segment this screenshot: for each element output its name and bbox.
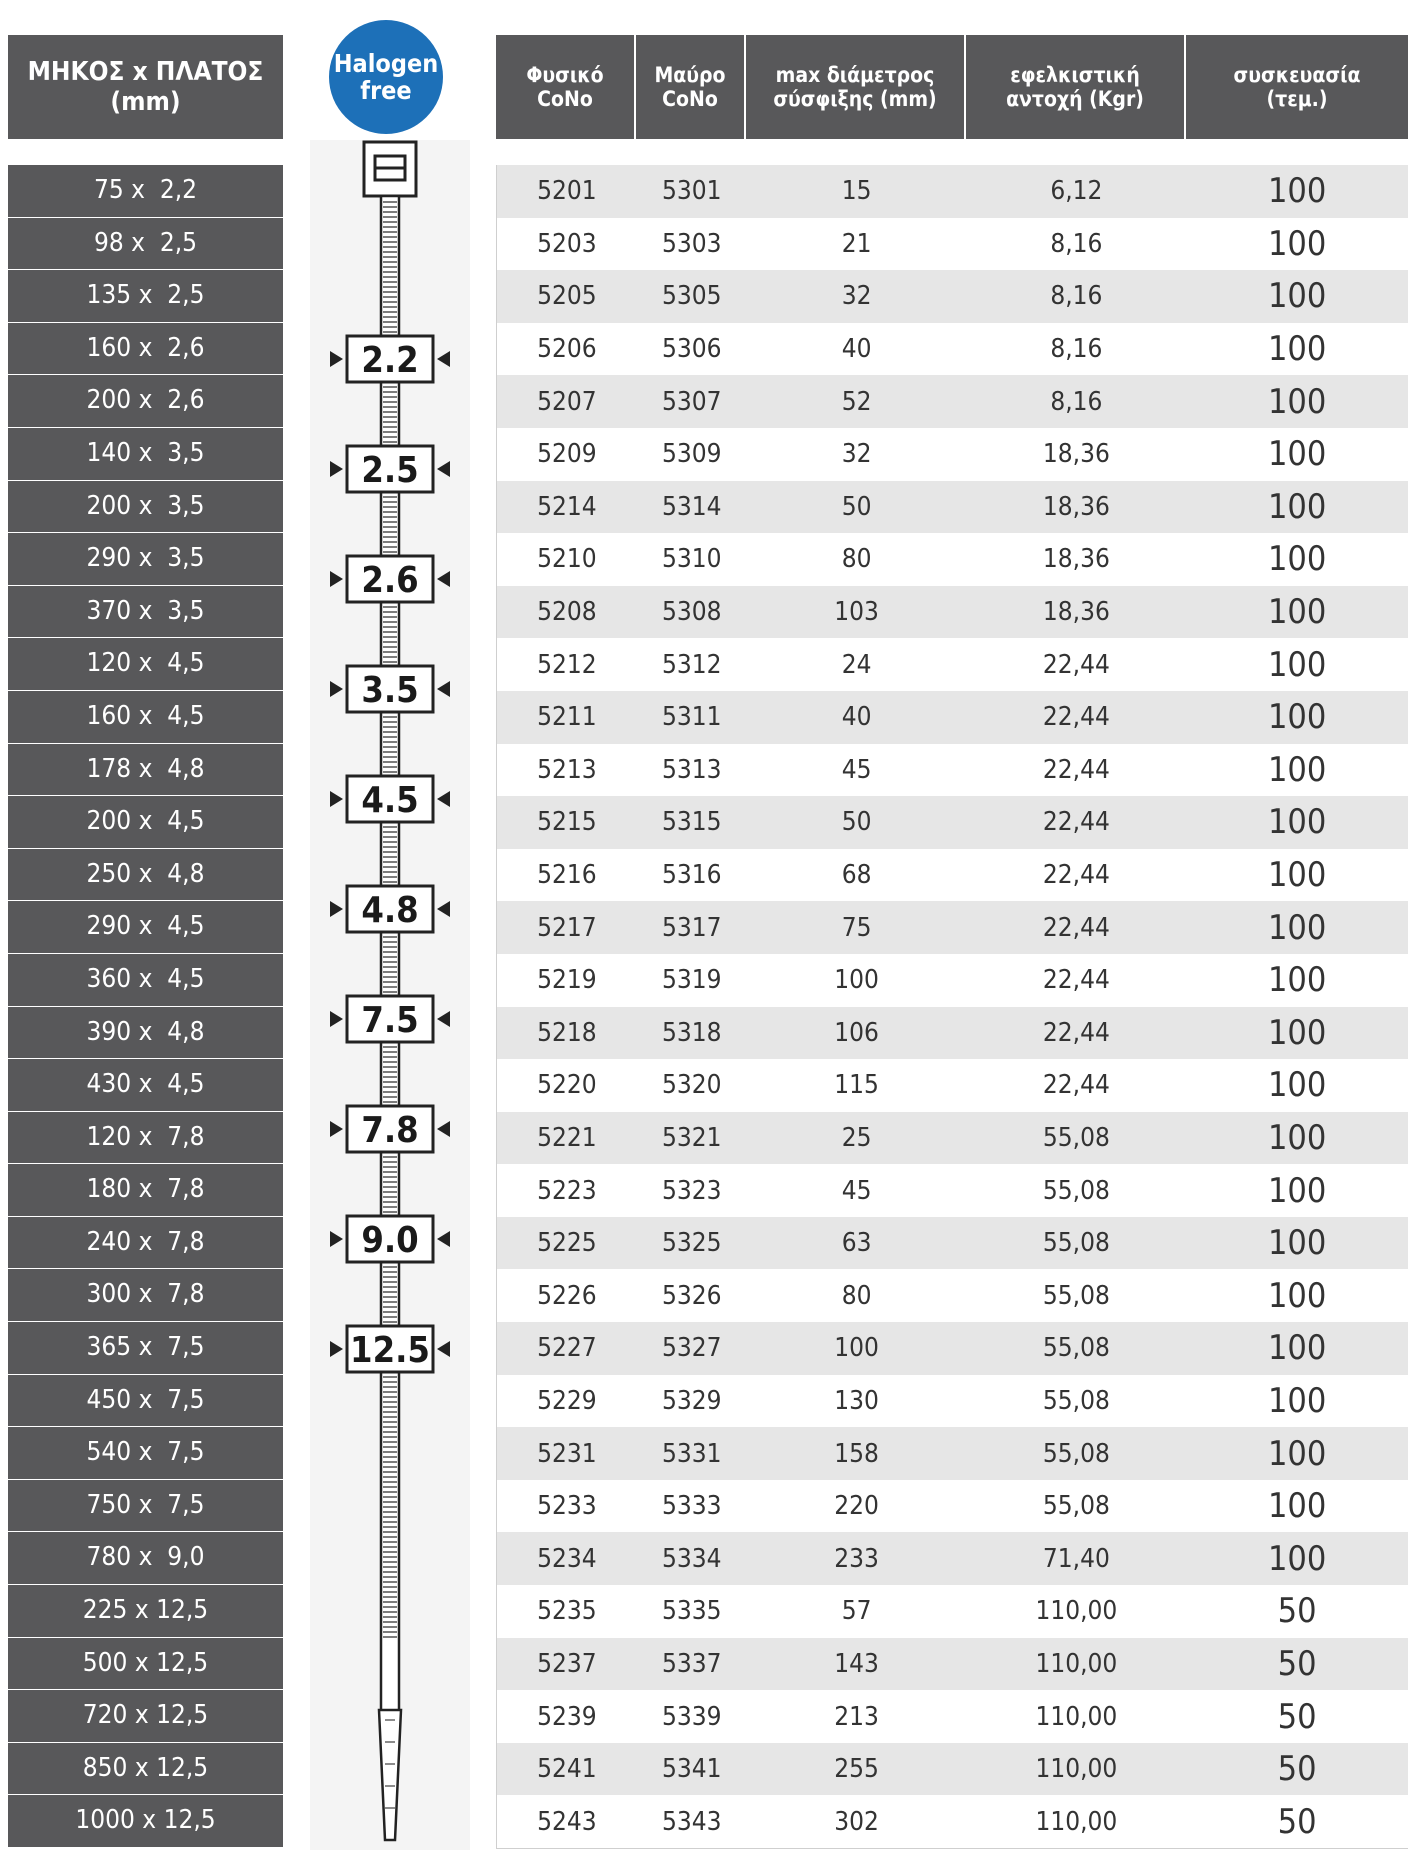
table-row <box>497 218 1408 271</box>
size-row: 240 x 7,8 <box>8 1217 283 1270</box>
natural-cono-cell: 5239 <box>537 1701 597 1732</box>
diameter-cell: 100 <box>834 1333 879 1364</box>
header-max-diameter <box>746 35 966 139</box>
diameter-cell: 100 <box>834 965 879 996</box>
arrow-right-icon <box>330 1121 343 1137</box>
packaging-cell: 100 <box>1267 592 1327 633</box>
tensile-cell: 55,08 <box>1042 1280 1110 1311</box>
table-row <box>497 270 1408 323</box>
table-row <box>497 533 1408 586</box>
size-row: 250 x 4,8 <box>8 849 283 902</box>
black-cono-cell: 5307 <box>662 386 722 417</box>
header-text: Φυσικό <box>526 63 604 87</box>
packaging-cell: 100 <box>1267 1538 1327 1579</box>
diameter-cell: 32 <box>841 281 872 312</box>
header-text: max διάμετρος <box>775 63 935 87</box>
header-black-cono <box>636 35 746 139</box>
black-cono-cell: 5318 <box>662 1017 722 1048</box>
diameter-cell: 80 <box>841 544 872 575</box>
table-row <box>497 796 1408 849</box>
packaging-cell: 100 <box>1267 1012 1327 1053</box>
width-label: 2.2 <box>361 340 419 381</box>
size-row: 365 x 7,5 <box>8 1322 283 1375</box>
table-row <box>497 1585 1408 1638</box>
arrow-left-icon <box>437 791 450 807</box>
size-row: 160 x 2,6 <box>8 323 283 376</box>
tensile-cell: 55,08 <box>1042 1122 1110 1153</box>
diameter-cell: 21 <box>841 228 872 259</box>
width-label: 3.5 <box>361 670 419 711</box>
natural-cono-cell: 5235 <box>537 1596 597 1627</box>
tensile-cell: 8,16 <box>1050 334 1103 365</box>
arrow-left-icon <box>437 1121 450 1137</box>
header-text: εφελκιστική <box>1010 63 1140 87</box>
tensile-cell: 55,08 <box>1042 1438 1110 1469</box>
size-column-header <box>8 35 283 139</box>
natural-cono-cell: 5209 <box>537 439 597 470</box>
arrow-left-icon <box>437 681 450 697</box>
table-row <box>497 428 1408 481</box>
packaging-cell: 50 <box>1277 1643 1317 1684</box>
size-row: 370 x 3,5 <box>8 586 283 639</box>
diameter-cell: 32 <box>841 439 872 470</box>
packaging-cell: 100 <box>1267 329 1327 370</box>
table-row <box>497 1007 1408 1060</box>
tensile-cell: 110,00 <box>1035 1648 1118 1679</box>
packaging-cell: 100 <box>1267 171 1327 212</box>
black-cono-cell: 5333 <box>662 1491 722 1522</box>
width-label: 2.6 <box>361 560 419 601</box>
header-text: Μαύρο <box>654 63 726 87</box>
size-row: 120 x 4,5 <box>8 638 283 691</box>
tie-tail <box>379 1710 401 1840</box>
arrow-left-icon <box>437 571 450 587</box>
black-cono-cell: 5331 <box>662 1438 722 1469</box>
size-row: 750 x 7,5 <box>8 1480 283 1533</box>
natural-cono-cell: 5203 <box>537 228 597 259</box>
natural-cono-cell: 5214 <box>537 491 597 522</box>
header-text: (τεμ.) <box>1266 87 1328 111</box>
size-row: 98 x 2,5 <box>8 218 283 271</box>
table-row <box>497 1427 1408 1480</box>
width-label: 4.8 <box>361 890 419 931</box>
black-cono-cell: 5303 <box>662 228 722 259</box>
packaging-cell: 100 <box>1267 960 1327 1001</box>
black-cono-cell: 5343 <box>662 1806 722 1837</box>
diameter-cell: 103 <box>834 597 879 628</box>
size-row: 290 x 3,5 <box>8 533 283 586</box>
diameter-cell: 115 <box>834 1070 879 1101</box>
tensile-cell: 22,44 <box>1042 754 1110 785</box>
table-row <box>497 481 1408 534</box>
size-row: 540 x 7,5 <box>8 1427 283 1480</box>
product-table <box>496 165 1408 1849</box>
packaging-cell: 100 <box>1267 1065 1327 1106</box>
tensile-cell: 22,44 <box>1042 649 1110 680</box>
table-row <box>497 323 1408 376</box>
badge-line2: free <box>360 76 412 105</box>
table-row <box>497 954 1408 1007</box>
black-cono-cell: 5321 <box>662 1122 722 1153</box>
tensile-cell: 18,36 <box>1042 439 1110 470</box>
size-row: 225 x 12,5 <box>8 1585 283 1638</box>
tensile-cell: 110,00 <box>1035 1806 1118 1837</box>
size-row: 178 x 4,8 <box>8 744 283 797</box>
packaging-cell: 100 <box>1267 697 1327 738</box>
black-cono-cell: 5309 <box>662 439 722 470</box>
packaging-cell: 100 <box>1267 539 1327 580</box>
size-row: 450 x 7,5 <box>8 1375 283 1428</box>
table-row <box>497 1217 1408 1270</box>
table-row <box>497 1322 1408 1375</box>
packaging-cell: 100 <box>1267 1433 1327 1474</box>
size-row: 200 x 3,5 <box>8 481 283 534</box>
header-natural-cono <box>496 35 636 139</box>
arrow-right-icon <box>330 571 343 587</box>
tensile-cell: 71,40 <box>1042 1543 1110 1574</box>
size-row: 135 x 2,5 <box>8 270 283 323</box>
natural-cono-cell: 5227 <box>537 1333 597 1364</box>
packaging-cell: 100 <box>1267 486 1327 527</box>
packaging-cell: 100 <box>1267 434 1327 475</box>
halogen-free-badge <box>329 20 443 134</box>
size-row: 500 x 12,5 <box>8 1638 283 1691</box>
black-cono-cell: 5325 <box>662 1228 722 1259</box>
tensile-cell: 22,44 <box>1042 965 1110 996</box>
width-label: 12.5 <box>350 1330 430 1371</box>
arrow-right-icon <box>330 1341 343 1357</box>
diameter-cell: 130 <box>834 1385 879 1416</box>
black-cono-cell: 5314 <box>662 491 722 522</box>
width-label: 7.5 <box>361 1000 419 1041</box>
tensile-cell: 8,16 <box>1050 228 1103 259</box>
black-cono-cell: 5326 <box>662 1280 722 1311</box>
size-header-line1: ΜΗΚΟΣ x ΠΛΑΤΟΣ <box>27 57 264 87</box>
width-label: 7.8 <box>361 1110 419 1151</box>
diameter-cell: 45 <box>841 754 872 785</box>
packaging-cell: 100 <box>1267 907 1327 948</box>
tensile-cell: 8,16 <box>1050 281 1103 312</box>
natural-cono-cell: 5206 <box>537 334 597 365</box>
diameter-cell: 220 <box>834 1491 879 1522</box>
size-row: 390 x 4,8 <box>8 1007 283 1060</box>
tie-strap <box>381 196 399 1716</box>
black-cono-cell: 5339 <box>662 1701 722 1732</box>
natural-cono-cell: 5221 <box>537 1122 597 1153</box>
natural-cono-cell: 5201 <box>537 176 597 207</box>
tensile-cell: 6,12 <box>1050 176 1103 207</box>
table-row <box>497 586 1408 639</box>
header-packaging <box>1186 35 1408 139</box>
table-row <box>497 744 1408 797</box>
diameter-cell: 255 <box>834 1754 879 1785</box>
size-row: 140 x 3,5 <box>8 428 283 481</box>
natural-cono-cell: 5208 <box>537 597 597 628</box>
natural-cono-cell: 5211 <box>537 702 597 733</box>
packaging-cell: 100 <box>1267 855 1327 896</box>
table-row <box>497 691 1408 744</box>
table-row <box>497 1059 1408 1112</box>
size-row: 290 x 4,5 <box>8 901 283 954</box>
width-label: 9.0 <box>361 1220 419 1261</box>
black-cono-cell: 5311 <box>662 702 722 733</box>
packaging-cell: 100 <box>1267 276 1327 317</box>
badge-line1: Halogen <box>333 49 439 78</box>
size-header-line2: (mm) <box>110 87 181 117</box>
black-cono-cell: 5308 <box>662 597 722 628</box>
diameter-cell: 143 <box>834 1648 879 1679</box>
table-header <box>496 35 1408 139</box>
packaging-cell: 50 <box>1277 1801 1317 1842</box>
size-row: 850 x 12,5 <box>8 1743 283 1796</box>
size-list <box>8 165 283 1848</box>
arrow-left-icon <box>437 1231 450 1247</box>
table-row <box>497 1164 1408 1217</box>
size-row: 780 x 9,0 <box>8 1532 283 1585</box>
arrow-left-icon <box>437 1011 450 1027</box>
size-row: 200 x 2,6 <box>8 375 283 428</box>
tensile-cell: 110,00 <box>1035 1701 1118 1732</box>
tensile-cell: 22,44 <box>1042 912 1110 943</box>
diameter-cell: 45 <box>841 1175 872 1206</box>
natural-cono-cell: 5218 <box>537 1017 597 1048</box>
arrow-right-icon <box>330 901 343 917</box>
black-cono-cell: 5320 <box>662 1070 722 1101</box>
tensile-cell: 22,44 <box>1042 1017 1110 1048</box>
arrow-left-icon <box>437 461 450 477</box>
natural-cono-cell: 5220 <box>537 1070 597 1101</box>
packaging-cell: 100 <box>1267 1328 1327 1369</box>
tensile-cell: 55,08 <box>1042 1175 1110 1206</box>
tensile-cell: 55,08 <box>1042 1385 1110 1416</box>
table-row <box>497 901 1408 954</box>
arrow-left-icon <box>437 351 450 367</box>
tensile-cell: 22,44 <box>1042 702 1110 733</box>
diameter-cell: 302 <box>834 1806 879 1837</box>
table-row <box>497 1638 1408 1691</box>
natural-cono-cell: 5231 <box>537 1438 597 1469</box>
size-row: 200 x 4,5 <box>8 796 283 849</box>
header-text: CoNo <box>537 87 593 111</box>
natural-cono-cell: 5207 <box>537 386 597 417</box>
size-row: 360 x 4,5 <box>8 954 283 1007</box>
packaging-cell: 100 <box>1267 1170 1327 1211</box>
diameter-cell: 63 <box>841 1228 872 1259</box>
arrow-right-icon <box>330 1231 343 1247</box>
size-row: 75 x 2,2 <box>8 165 283 218</box>
arrow-right-icon <box>330 681 343 697</box>
diameter-cell: 233 <box>834 1543 879 1574</box>
tensile-cell: 18,36 <box>1042 491 1110 522</box>
diameter-cell: 106 <box>834 1017 879 1048</box>
natural-cono-cell: 5233 <box>537 1491 597 1522</box>
diameter-cell: 50 <box>841 807 872 838</box>
tensile-cell: 8,16 <box>1050 386 1103 417</box>
table-row <box>497 1112 1408 1165</box>
table-row <box>497 1269 1408 1322</box>
black-cono-cell: 5323 <box>662 1175 722 1206</box>
size-row: 1000 x 12,5 <box>8 1795 283 1848</box>
cable-tie-illustration <box>310 140 470 1850</box>
black-cono-cell: 5301 <box>662 176 722 207</box>
natural-cono-cell: 5205 <box>537 281 597 312</box>
header-text: σύσφιξης (mm) <box>773 87 937 111</box>
arrow-left-icon <box>437 1341 450 1357</box>
natural-cono-cell: 5210 <box>537 544 597 575</box>
packaging-cell: 100 <box>1267 1380 1327 1421</box>
arrow-right-icon <box>330 791 343 807</box>
black-cono-cell: 5334 <box>662 1543 722 1574</box>
table-row <box>497 638 1408 691</box>
natural-cono-cell: 5241 <box>537 1754 597 1785</box>
table-row <box>497 1690 1408 1743</box>
black-cono-cell: 5341 <box>662 1754 722 1785</box>
black-cono-cell: 5316 <box>662 860 722 891</box>
diameter-cell: 213 <box>834 1701 879 1732</box>
packaging-cell: 100 <box>1267 1223 1327 1264</box>
black-cono-cell: 5313 <box>662 754 722 785</box>
width-label: 2.5 <box>361 450 419 491</box>
natural-cono-cell: 5226 <box>537 1280 597 1311</box>
size-row: 160 x 4,5 <box>8 691 283 744</box>
tensile-cell: 18,36 <box>1042 544 1110 575</box>
black-cono-cell: 5317 <box>662 912 722 943</box>
packaging-cell: 50 <box>1277 1591 1317 1632</box>
diameter-cell: 15 <box>841 176 872 207</box>
table-row <box>497 1532 1408 1585</box>
diameter-cell: 50 <box>841 491 872 522</box>
tensile-cell: 110,00 <box>1035 1754 1118 1785</box>
black-cono-cell: 5337 <box>662 1648 722 1679</box>
packaging-cell: 100 <box>1267 223 1327 264</box>
size-row: 180 x 7,8 <box>8 1164 283 1217</box>
natural-cono-cell: 5219 <box>537 965 597 996</box>
diameter-cell: 158 <box>834 1438 879 1469</box>
packaging-cell: 100 <box>1267 749 1327 790</box>
packaging-cell: 100 <box>1267 1117 1327 1158</box>
table-row <box>497 1743 1408 1796</box>
size-row: 430 x 4,5 <box>8 1059 283 1112</box>
packaging-cell: 50 <box>1277 1749 1317 1790</box>
natural-cono-cell: 5212 <box>537 649 597 680</box>
tensile-cell: 22,44 <box>1042 807 1110 838</box>
black-cono-cell: 5329 <box>662 1385 722 1416</box>
packaging-cell: 100 <box>1267 1275 1327 1316</box>
tensile-cell: 22,44 <box>1042 860 1110 891</box>
tensile-cell: 110,00 <box>1035 1596 1118 1627</box>
table-row <box>497 849 1408 902</box>
diameter-cell: 25 <box>841 1122 872 1153</box>
size-row: 720 x 12,5 <box>8 1690 283 1743</box>
natural-cono-cell: 5229 <box>537 1385 597 1416</box>
black-cono-cell: 5310 <box>662 544 722 575</box>
table-row <box>497 1795 1408 1848</box>
natural-cono-cell: 5225 <box>537 1228 597 1259</box>
table-row <box>497 1375 1408 1428</box>
natural-cono-cell: 5243 <box>537 1806 597 1837</box>
arrow-right-icon <box>330 1011 343 1027</box>
size-row: 300 x 7,8 <box>8 1269 283 1322</box>
packaging-cell: 100 <box>1267 802 1327 843</box>
diameter-cell: 40 <box>841 702 872 733</box>
cable-tie-graphic <box>310 140 470 1850</box>
diameter-cell: 24 <box>841 649 872 680</box>
packaging-cell: 50 <box>1277 1696 1317 1737</box>
natural-cono-cell: 5217 <box>537 912 597 943</box>
black-cono-cell: 5335 <box>662 1596 722 1627</box>
tensile-cell: 55,08 <box>1042 1228 1110 1259</box>
natural-cono-cell: 5215 <box>537 807 597 838</box>
black-cono-cell: 5315 <box>662 807 722 838</box>
width-label: 4.5 <box>361 780 419 821</box>
arrow-right-icon <box>330 461 343 477</box>
table-row <box>497 375 1408 428</box>
black-cono-cell: 5319 <box>662 965 722 996</box>
diameter-cell: 68 <box>841 860 872 891</box>
natural-cono-cell: 5237 <box>537 1648 597 1679</box>
header-text: αντοχή (Kgr) <box>1006 87 1144 111</box>
diameter-cell: 57 <box>841 1596 872 1627</box>
packaging-cell: 100 <box>1267 1486 1327 1527</box>
header-tensile-strength <box>966 35 1186 139</box>
arrow-left-icon <box>437 901 450 917</box>
natural-cono-cell: 5234 <box>537 1543 597 1574</box>
header-text: CoNo <box>662 87 718 111</box>
black-cono-cell: 5305 <box>662 281 722 312</box>
diameter-cell: 75 <box>841 912 872 943</box>
packaging-cell: 100 <box>1267 644 1327 685</box>
diameter-cell: 52 <box>841 386 872 417</box>
packaging-cell: 100 <box>1267 381 1327 422</box>
diameter-cell: 80 <box>841 1280 872 1311</box>
black-cono-cell: 5327 <box>662 1333 722 1364</box>
natural-cono-cell: 5223 <box>537 1175 597 1206</box>
size-row: 120 x 7,8 <box>8 1112 283 1165</box>
natural-cono-cell: 5213 <box>537 754 597 785</box>
tensile-cell: 55,08 <box>1042 1333 1110 1364</box>
tensile-cell: 18,36 <box>1042 597 1110 628</box>
arrow-right-icon <box>330 351 343 367</box>
table-row <box>497 165 1408 218</box>
tensile-cell: 55,08 <box>1042 1491 1110 1522</box>
natural-cono-cell: 5216 <box>537 860 597 891</box>
diameter-cell: 40 <box>841 334 872 365</box>
black-cono-cell: 5312 <box>662 649 722 680</box>
tensile-cell: 22,44 <box>1042 1070 1110 1101</box>
table-row <box>497 1480 1408 1533</box>
black-cono-cell: 5306 <box>662 334 722 365</box>
header-text: συσκευασία <box>1233 63 1361 87</box>
